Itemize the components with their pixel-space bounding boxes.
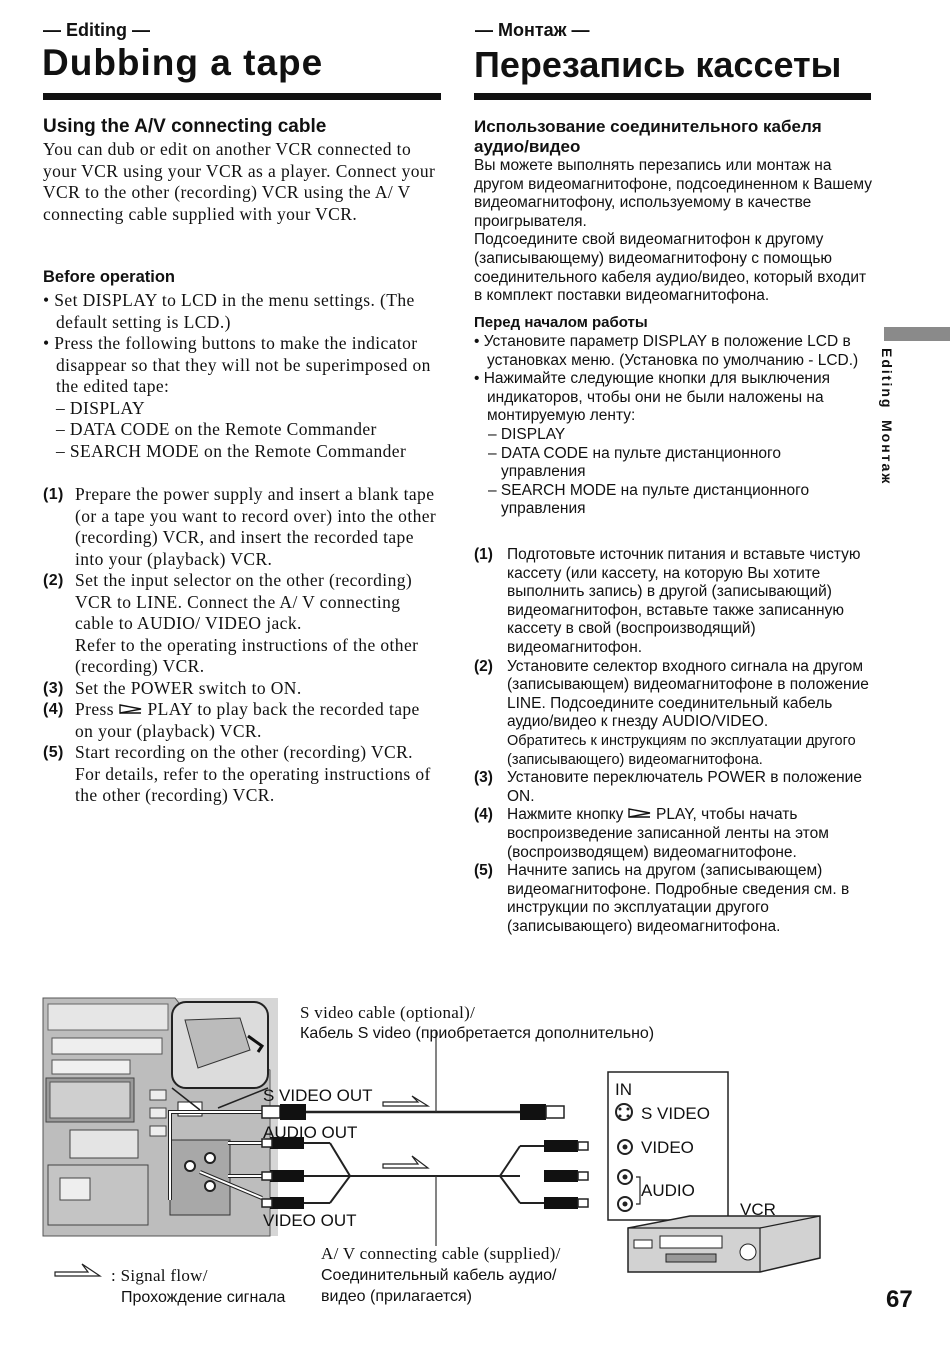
intro-paragraph: Подсоедините свой видеомагнитофон к другому (записывающему) видеомагнитофону с помощью соединительного кабеля аудио/видео, который входит в комплект поставки видеомагнитофона. xyxy=(474,231,867,305)
side-label-en: Editing xyxy=(879,348,895,410)
step-number: (1) xyxy=(43,486,64,503)
step-2 xyxy=(474,658,869,770)
step-text: PLAY to play back the recorded tape on your (playback) VCR. xyxy=(75,699,420,741)
port-label-video-in: VIDEO xyxy=(641,1138,694,1157)
list-item: • Нажимайте следующие кнопки для выключения индикаторов, чтобы они не были наложены на монтируемую ленту: xyxy=(474,370,831,425)
step-text: Set the input selector on the other (recording) VCR to LINE. Connect the A/ V connecting cable to AUDIO/ VIDEO jack. xyxy=(75,570,413,633)
list-item: • Установите параметр DISPLAY в положение LCD в установках меню. (Установка по умолчанию - LCD.) xyxy=(474,333,859,369)
step-number: (1) xyxy=(474,546,493,563)
section-tag-en: — Editing — xyxy=(43,20,150,40)
step-text: Установите селектор входного сигнала на другом (записывающем) видеомагнитофоне в положение LINE. Подсоедините соединительный кабель аудио/видео к гнезду AUDIO/VIDEO. xyxy=(507,657,869,731)
svideo-cable-label-en: S video cable (optional)/ xyxy=(300,1003,476,1022)
side-tab xyxy=(884,327,950,341)
step-number: (3) xyxy=(43,679,64,697)
list-item: – DATA CODE on the Remote Commander xyxy=(56,419,377,439)
intro-ru xyxy=(474,157,872,306)
steps-ru xyxy=(474,546,869,936)
step-number: (2) xyxy=(43,572,64,589)
title-rule-ru xyxy=(474,93,871,100)
subhead-en: Using the A/V connecting cable xyxy=(43,116,327,137)
list-item: – DISPLAY xyxy=(488,425,566,443)
step-text: Start recording on the other (recording) VCR. For details, refer to the operating instructions of the other (recording) VCR. xyxy=(75,742,431,805)
step-text: Set the POWER switch to ON. xyxy=(75,677,302,698)
step-4 xyxy=(474,806,869,862)
port-label-audio-in: AUDIO xyxy=(641,1181,695,1200)
list-item: – SEARCH MODE on the Remote Commander xyxy=(56,440,407,461)
step-number: (4) xyxy=(43,701,64,718)
vcr-illustration xyxy=(628,1216,820,1272)
step-number: (4) xyxy=(474,806,493,824)
step-note: Refer to the operating instructions of the other (recording) VCR. xyxy=(75,634,419,676)
list-item: • Set DISPLAY to LCD in the menu settings. (The default setting is LCD.) xyxy=(43,290,415,332)
av-cable-label-ru-1: Соединительный кабель аудио/ xyxy=(321,1267,557,1284)
svideo-cable-label-ru: Кабель S video (приобретается дополнительно) xyxy=(300,1025,655,1042)
step-5 xyxy=(43,742,441,807)
list-item: – DATA CODE на пульте дистанционного управления xyxy=(488,444,781,481)
av-cable-label-ru-2: видео (прилагается) xyxy=(321,1288,472,1305)
list-item: • Press the following buttons to make the indicator disappear so that they will not be superimposed on the edited tape: xyxy=(43,333,431,396)
step-3 xyxy=(474,769,869,806)
step-5 xyxy=(474,862,869,936)
port-label-svideo-in: S VIDEO xyxy=(641,1104,710,1123)
step-number: (2) xyxy=(474,657,493,675)
step-text: Press xyxy=(75,699,114,719)
port-label-svideo-out: S VIDEO OUT xyxy=(263,1086,373,1105)
step-3 xyxy=(43,678,441,700)
signal-flow-label-ru: Прохождение сигнала xyxy=(121,1289,286,1306)
step-1 xyxy=(474,546,869,658)
page-title-en: Dubbing a tape xyxy=(42,42,324,83)
step-note: Обратитесь к инструкциям по эксплуатации другого (записывающего) видеомагнитофона. xyxy=(507,732,856,768)
step-text: Установите переключатель POWER в положение ON. xyxy=(507,769,862,805)
step-4 xyxy=(43,699,441,742)
before-list-en xyxy=(43,290,443,462)
page-number: 67 xyxy=(886,1286,913,1313)
av-cable xyxy=(262,1137,588,1209)
step-2 xyxy=(43,570,441,678)
step-number: (3) xyxy=(474,769,493,787)
step-text: PLAY, чтобы начать воспроизведение записанной ленты на этом (воспроизводящем) видеомагнитофоне. xyxy=(507,806,829,861)
steps-en xyxy=(43,484,441,807)
play-icon xyxy=(628,807,652,819)
intro-paragraph: Вы можете выполнять перезапись или монтаж на другом видеомагнитофоне, подсоединенном к Вашему видеомагнитофону, используемому в качестве проигрывателя. xyxy=(474,157,872,230)
page-title-ru: Перезапись кассеты xyxy=(474,44,842,85)
step-number: (5) xyxy=(474,862,493,880)
step-text: Подготовьте источник питания и вставьте чистую кассету (или кассету, на которую Вы хотите выполнить запись) в другой (записывающий) видеомагнитофон, вставьте также записанную кассету в свой (воспроизводящий) видеомагнитофон. xyxy=(507,546,861,656)
list-item: – SEARCH MODE на пульте дистанционного управления xyxy=(488,481,810,518)
title-rule-en xyxy=(43,93,441,100)
before-heading-en: Before operation xyxy=(43,268,176,286)
step-1 xyxy=(43,484,441,570)
before-list-ru xyxy=(474,333,869,519)
step-text: Начните запись на другом (записывающем) видеомагнитофоне. Подробные сведения см. в инструкции по эксплуатации другого (записывающего) видеомагнитофона. xyxy=(507,862,850,935)
subhead-ru: Использование соединительного кабеля аудио/видео xyxy=(474,117,822,156)
section-tag-ru: — Монтаж — xyxy=(475,20,590,40)
port-label-audio-out: AUDIO OUT xyxy=(263,1123,358,1142)
port-label-video-out: VIDEO OUT xyxy=(263,1211,357,1230)
step-text: Prepare the power supply and insert a blank tape (or a tape you want to record over) into the other (recording) VCR, and insert the recorded tape into your (playback) VCR. xyxy=(75,484,437,569)
before-heading-ru: Перед началом работы xyxy=(474,314,648,331)
camcorder-illustration xyxy=(43,998,278,1236)
intro-en: You can dub or edit on another VCR connected to your VCR using your VCR as a player. Connect your VCR to the other (recording) VCR using the A/ V connecting cable supplied with your VCR. xyxy=(43,139,436,224)
side-label-ru: Монтаж xyxy=(879,420,895,486)
signal-flow-label-en: : Signal flow/ xyxy=(111,1266,208,1285)
step-text: Нажмите кнопку xyxy=(507,806,624,824)
port-label-in: IN xyxy=(615,1080,632,1099)
list-item: – DISPLAY xyxy=(56,397,146,418)
play-icon xyxy=(119,703,143,715)
vcr-label: VCR xyxy=(740,1200,776,1219)
av-cable-label-en: A/ V connecting cable (supplied)/ xyxy=(321,1244,561,1263)
step-number: (5) xyxy=(43,744,64,761)
